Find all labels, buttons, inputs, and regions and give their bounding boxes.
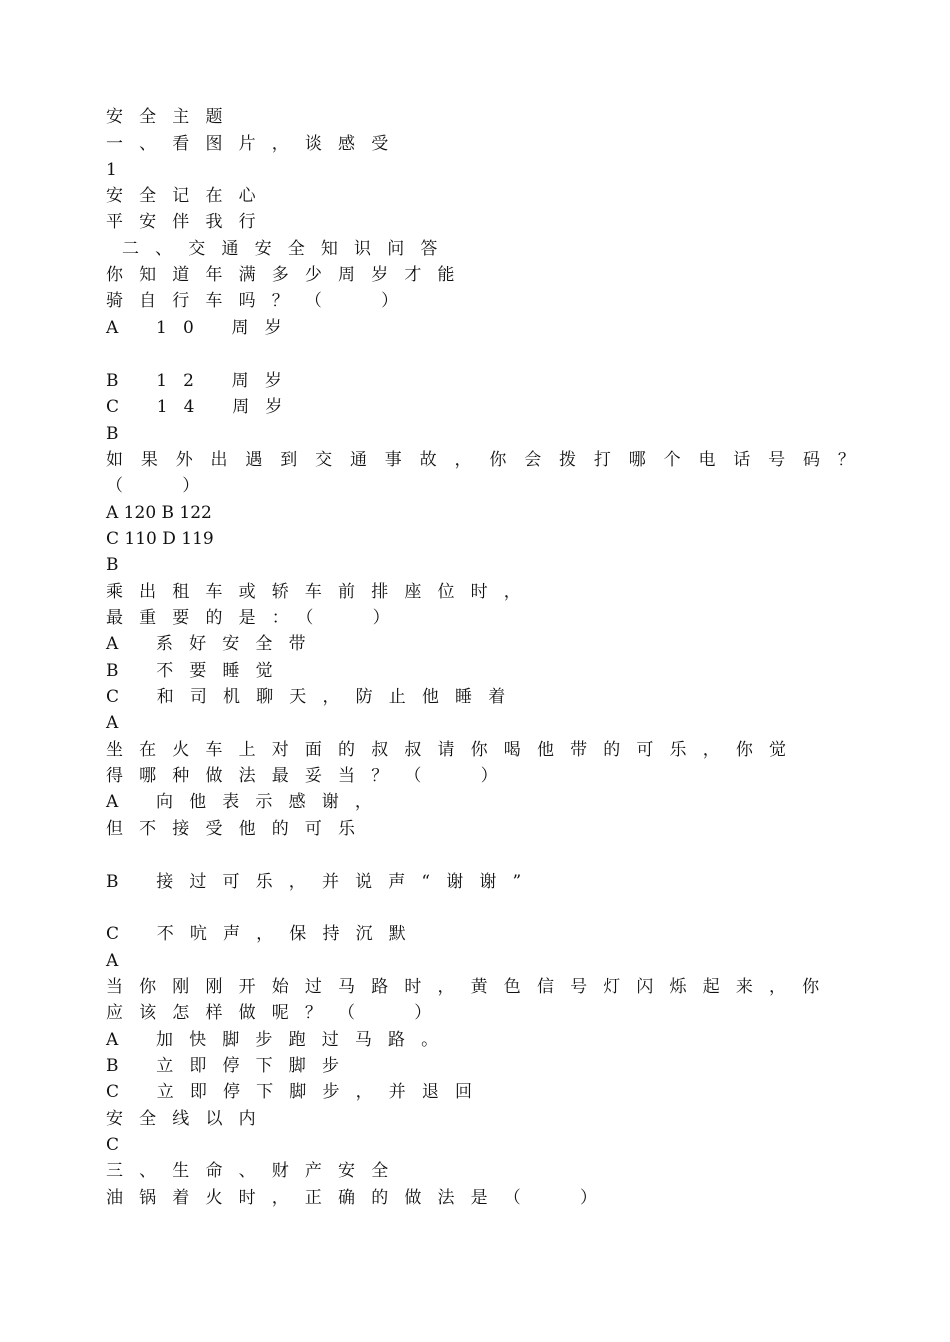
question-text: 油锅着火时，正确的做法是（ ） — [106, 1188, 614, 1208]
question-text: 最重要的是：（ ） — [106, 608, 406, 628]
answer-key: B — [106, 424, 119, 444]
answer-option: B 立即停下脚步 — [106, 1056, 356, 1076]
answer-option: A 系好安全带 — [106, 634, 322, 654]
answer-option: A 向他表示感谢， — [106, 792, 389, 812]
text-line: 安全记在心 — [106, 186, 272, 206]
answer-option: C 不吭声，保持沉默 — [106, 924, 422, 944]
answer-option: A 120 B 122 — [106, 503, 212, 523]
question-text: 当你刚刚开始过马路时，黄色信号灯闪烁起来，你 — [106, 977, 836, 997]
question-text: 乘出租车或轿车前排座位时， — [106, 582, 537, 602]
answer-key: A — [106, 951, 119, 971]
section-heading-1: 一、看图片，谈感受 — [106, 134, 405, 154]
answer-option: C 立即停下脚步，并退回 — [106, 1082, 489, 1102]
question-text: （ ） — [106, 476, 216, 496]
doc-title: 安全主题 — [106, 107, 239, 127]
section-heading-2: 二、交通安全知识问答 — [122, 239, 454, 259]
answer-option: C 14 周岁 — [106, 397, 299, 417]
answer-option: A 10 周岁 — [106, 318, 298, 338]
answer-option: B 不要睡觉 — [106, 661, 289, 681]
question-text: 骑自行车吗？（ ） — [106, 291, 415, 311]
question-text: 坐在火车上对面的叔叔请你喝他带的可乐，你觉 — [106, 740, 803, 760]
question-text: 应该怎样做呢？（ ） — [106, 1003, 448, 1023]
question-text: 你知道年满多少周岁才能 — [106, 265, 471, 285]
answer-option: B 接过可乐，并说声“谢谢” — [106, 872, 538, 892]
answer-key: C — [106, 1135, 120, 1155]
answer-key: A — [106, 713, 119, 733]
answer-option: C 110 D 119 — [106, 529, 214, 549]
answer-option: 安全线以内 — [106, 1109, 272, 1129]
question-text: 得哪种做法最妥当？（ ） — [106, 766, 514, 786]
section-heading-3: 三、生命、财产安全 — [106, 1161, 405, 1181]
answer-option: C 和司机聊天，防止他睡着 — [106, 687, 522, 707]
text-line: 平安伴我行 — [106, 212, 272, 232]
answer-key: B — [106, 555, 119, 575]
question-text: 如果外出遇到交通事故，你会拨打哪个电话号码？ — [106, 450, 873, 470]
answer-option: 但不接受他的可乐 — [106, 819, 372, 839]
text-line: 1 — [106, 160, 117, 180]
answer-option: B 12 周岁 — [106, 371, 298, 391]
answer-option: A 加快脚步跑过马路。 — [106, 1030, 455, 1050]
